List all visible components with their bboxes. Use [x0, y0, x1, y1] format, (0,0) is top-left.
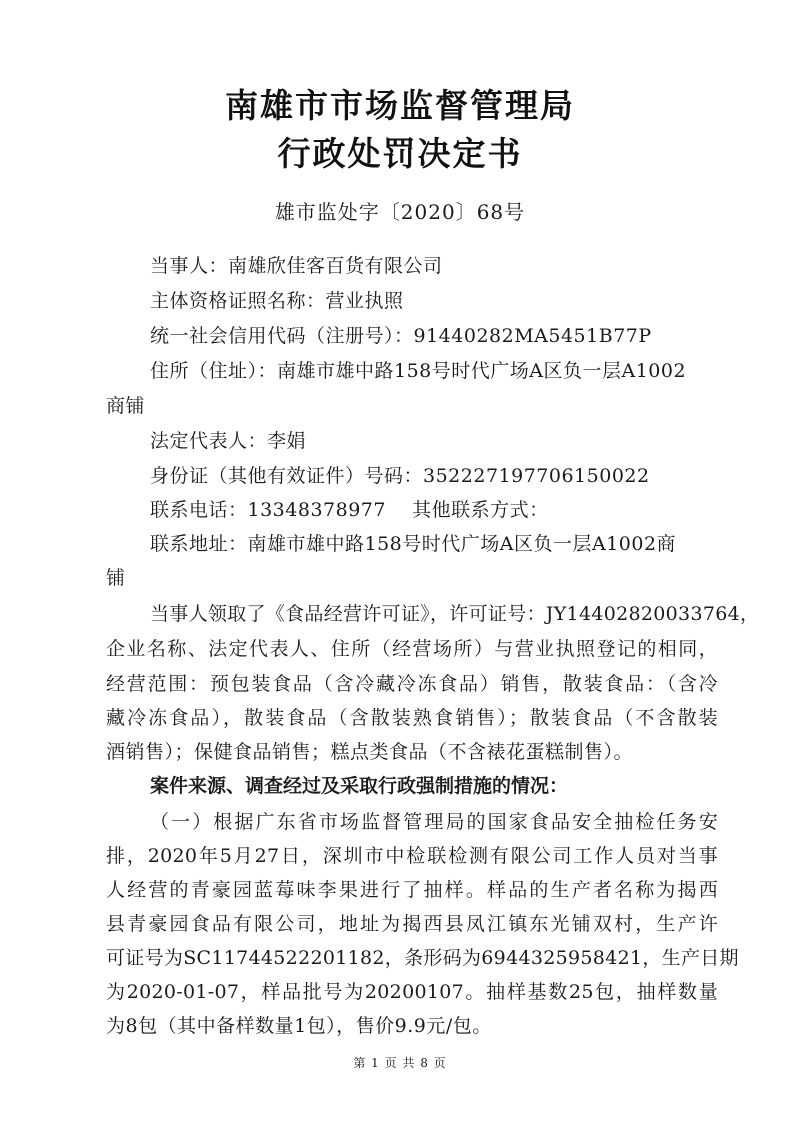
document-title: 行政处罚决定书	[277, 134, 523, 173]
party-contact-address: 联系地址：南雄市雄中路158号时代广场A区负一层A1002商	[150, 533, 677, 555]
case-paragraph-line: 县青豪园食品有限公司，地址为揭西县凤江镇东光铺双村，生产许	[106, 913, 718, 935]
page-number: 第 1 页 共 8 页	[353, 1056, 447, 1070]
case-paragraph-line: 为8包（其中备样数量1包），售价9.9元/包。	[106, 1015, 492, 1037]
case-paragraph-line: （一）根据广东省市场监督管理局的国家食品安全抽检任务安	[150, 811, 718, 833]
section-heading: 案件来源、调查经过及采取行政强制措施的情况：	[150, 775, 569, 797]
license-paragraph-line: 经营范围：预包装食品（含冷藏冷冻食品）销售，散装食品：（含冷	[106, 673, 718, 695]
license-paragraph-line: 企业名称、法定代表人、住所（经营场所）与营业执照登记的相同，	[106, 638, 718, 660]
license-paragraph-line: 藏冷冻食品），散装食品（含散装熟食销售）；散装食品（不含散装	[106, 707, 718, 729]
document-number: 雄市监处字〔2020〕68号	[274, 200, 526, 224]
party-contact-address-cont: 铺	[106, 567, 126, 589]
party-credit-code: 统一社会信用代码（注册号）：91440282MA5451B77P	[150, 325, 652, 347]
case-paragraph-line: 排，2020年5月27日，深圳市中检联检测有限公司工作人员对当事	[106, 845, 718, 867]
party-license: 主体资格证照名称：营业执照	[150, 290, 404, 312]
party-legal-rep: 法定代表人：李娟	[150, 430, 307, 452]
party-address-cont: 商铺	[106, 395, 146, 417]
license-paragraph-line: 当事人领取了《食品经营许可证》，许可证号：JY14402820033764，	[150, 603, 760, 625]
case-paragraph-line: 可证号为SC11744522201182，条形码为6944325958421，生产日期	[106, 947, 739, 969]
party-id-number: 身份证（其他有效证件）号码：352227197706150022	[150, 465, 650, 487]
party-phone: 联系电话：13348378977 其他联系方式：	[150, 499, 549, 521]
agency-title: 南雄市市场监督管理局	[225, 86, 575, 125]
license-paragraph-line: 酒销售）；保健食品销售；糕点类食品（不含裱花蛋糕制售）。	[106, 741, 634, 763]
case-paragraph-line: 为2020-01-07，样品批号为20200107。抽样基数25包，抽样数量	[106, 981, 718, 1003]
party-name: 当事人：南雄欣佳客百货有限公司	[150, 255, 443, 277]
party-address: 住所（住址）：南雄市雄中路158号时代广场A区负一层A1002	[150, 360, 687, 382]
case-paragraph-line: 人经营的青豪园蓝莓味李果进行了抽样。样品的生产者名称为揭西	[106, 879, 718, 901]
